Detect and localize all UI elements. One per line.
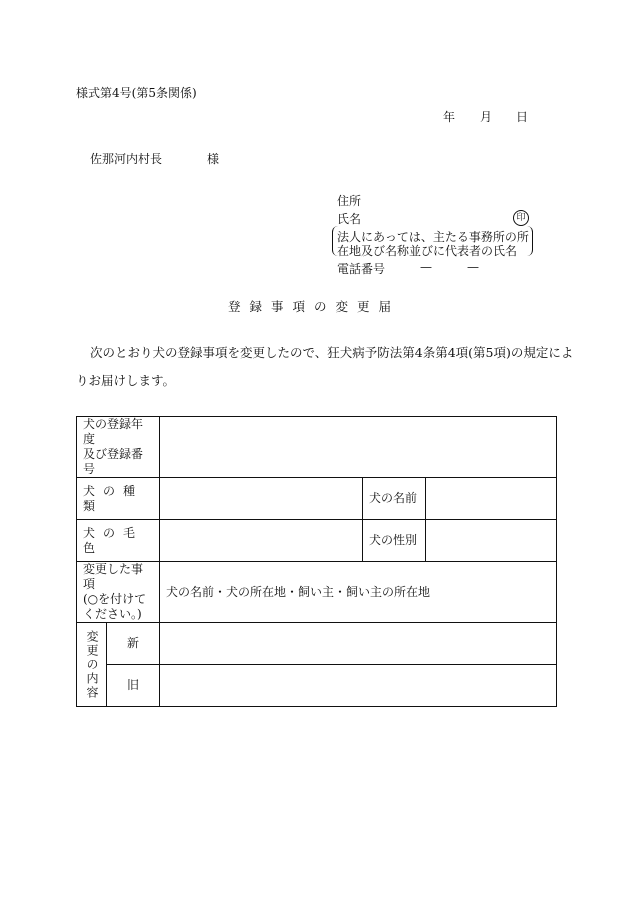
phone-dash-1: —	[420, 260, 432, 274]
dog-sex-label: 犬の性別	[363, 520, 426, 562]
breed-label: 犬の種類	[77, 478, 160, 520]
new-label: 新	[107, 623, 160, 665]
change-content-text: 変更の内容	[85, 629, 99, 700]
seal-mark: 印	[513, 210, 529, 226]
new-content-field[interactable]	[160, 623, 557, 665]
table-row	[77, 562, 557, 623]
date-month-label: 月	[480, 110, 493, 124]
table-row	[77, 417, 557, 478]
table-row	[77, 520, 557, 562]
registration-number-label	[77, 417, 160, 478]
change-content-label	[77, 623, 107, 707]
date-day-label: 日	[516, 110, 529, 124]
body-line-1: 次のとおり犬の登録事項を変更したので、狂犬病予防法第4条第4項(第5項)の規定によ	[90, 345, 574, 360]
registration-number-field[interactable]	[160, 417, 557, 478]
addressee: 佐那河内村長	[90, 152, 163, 166]
form-number: 様式第4号(第5条関係)	[76, 86, 197, 100]
dog-name-label: 犬の名前	[363, 478, 426, 520]
old-label: 旧	[107, 665, 160, 707]
table-row	[77, 623, 557, 665]
table-row	[77, 478, 557, 520]
honorific: 様	[207, 152, 220, 166]
phone-dash-2: —	[467, 260, 479, 274]
document-title: 登録事項の変更届	[228, 299, 401, 314]
old-content-field[interactable]	[160, 665, 557, 707]
changed-items-label	[77, 562, 160, 623]
coat-color-label: 犬の毛色	[77, 520, 160, 562]
breed-field[interactable]	[160, 478, 363, 520]
corporate-note-line2: 在地及び名称並びに代表者の氏名	[337, 244, 518, 258]
date-year-label: 年	[443, 110, 456, 124]
address-label: 住所	[337, 194, 362, 208]
changed-label-line2: (○を付けて	[83, 592, 147, 606]
registration-label-line2: 及び登録番号	[83, 447, 144, 476]
phone-label: 電話番号	[337, 262, 386, 276]
name-label: 氏名	[337, 212, 362, 226]
registration-label-line1: 犬の登録年度	[83, 417, 144, 446]
corporate-note-line1: 法人にあっては、主たる事務所の所	[337, 230, 529, 244]
changed-label-line1: 変更した事項	[83, 562, 144, 591]
coat-color-field[interactable]	[160, 520, 363, 562]
changed-items-options[interactable]: 犬の名前・犬の所在地・飼い主・飼い主の所在地	[160, 562, 557, 623]
changed-label-line3: ください。)	[83, 607, 142, 621]
dog-name-field[interactable]	[426, 478, 557, 520]
table-row	[77, 665, 557, 707]
registration-change-table	[76, 416, 557, 707]
dog-sex-field[interactable]	[426, 520, 557, 562]
body-line-2: りお届けします。	[76, 373, 176, 388]
